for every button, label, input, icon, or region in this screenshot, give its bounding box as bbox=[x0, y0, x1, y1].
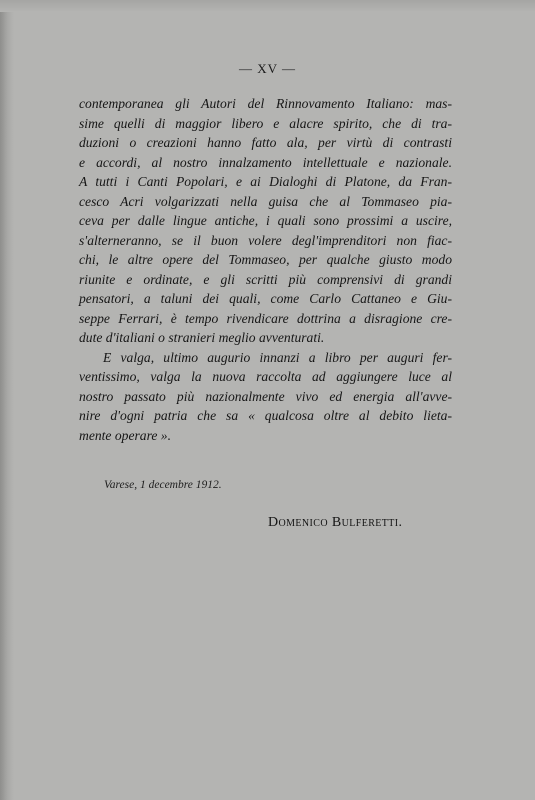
body-text bbox=[79, 94, 452, 445]
page-gutter-shadow bbox=[0, 0, 14, 800]
text-line: ventissimo, valga la nuova raccolta ad aggiungere luce al bbox=[79, 369, 452, 384]
text-line: duzioni o creazioni hanno fatto ala, per virtù di contrasti bbox=[79, 135, 452, 150]
text-line: A tutti i Canti Popolari, e ai Dialoghi di Platone, da Fran- bbox=[79, 174, 452, 189]
paragraph-1 bbox=[79, 94, 452, 348]
text-line: pensatori, a taluni dei quali, come Carlo Cattaneo e Giu- bbox=[79, 291, 452, 306]
text-line: nire d'ogni patria che sa « qualcosa oltre al debito lieta- bbox=[79, 408, 452, 423]
text-line: e accordi, al nostro innalzamento intellettuale e nazionale. bbox=[79, 154, 452, 170]
text-line: sime quelli di maggior libero e alacre spirito, che di tra- bbox=[79, 115, 452, 131]
paragraph-2 bbox=[79, 348, 452, 446]
text-line: E valga, ultimo augurio innanzi a libro per auguri fer- bbox=[103, 349, 452, 365]
author-signature: Domenico Bulferetti. bbox=[268, 515, 403, 530]
text-line: riunite e ordinate, e gli scritti più comprensivi di grandi bbox=[79, 271, 452, 287]
text-line: seppe Ferrari, è tempo rivendicare dottrina a disragione cre- bbox=[79, 310, 452, 326]
text-line: dute d'italiani o stranieri meglio avventurati. bbox=[79, 330, 325, 345]
text-line: s'alterneranno, se il buon volere degl'imprenditori non fiac- bbox=[79, 232, 452, 248]
text-line: chi, le altre opere del Tommaseo, per qualche giusto modo bbox=[79, 252, 452, 267]
text-line: contemporanea gli Autori del Rinnovamento Italiano: mas- bbox=[79, 96, 452, 111]
text-line: mente operare ». bbox=[79, 427, 171, 443]
text-line: ceva per dalle lingue antiche, i quali sono prossimi a uscire, bbox=[79, 213, 452, 228]
page-top-shadow bbox=[0, 0, 535, 12]
text-line: cesco Acri volgarizzati nella guisa che al Tommaseo pia- bbox=[79, 193, 452, 209]
page-number: — XV — bbox=[238, 61, 297, 76]
place-date: Varese, 1 decembre 1912. bbox=[104, 479, 222, 491]
text-line: nostro passato più nazionalmente vivo ed energia all'avve- bbox=[79, 388, 452, 404]
